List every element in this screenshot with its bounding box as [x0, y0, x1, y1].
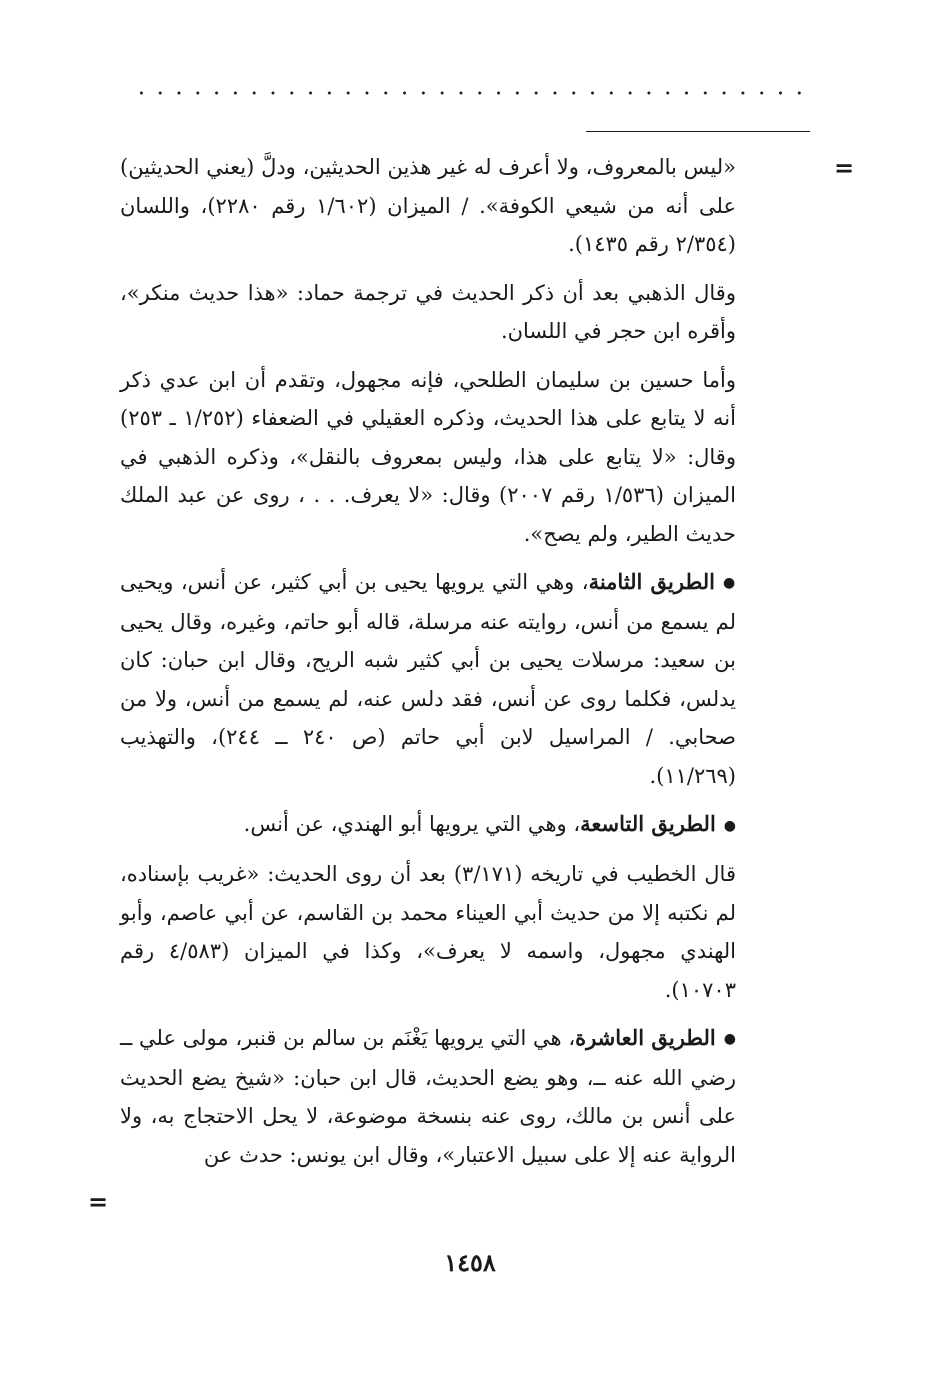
- paragraph-2: وقال الذهبي بعد أن ذكر الحديث في ترجمة حماد: «هذا حديث منكر»، وأقره ابن حجر في اللسان.: [120, 280, 736, 343]
- paragraph-4-heading: الطريق الثامنة: [588, 569, 715, 594]
- page-number: ١٤٥٨: [444, 1248, 496, 1277]
- footnote-text: [120, 148, 736, 1184]
- paragraph-7: [120, 1019, 736, 1174]
- paragraph-4-text: ، وهي التي يرويها يحيى بن أبي كثير، عن أنس، ويحيى لم يسمع من أنس، روايته عنه مرسلة، قاله أبو حاتم، وغيره، وقال يحيى بن سعيد: مرسلات يحيى بن أبي كثير شبه الريح، وقال ابن حبان: كان يدلس، فكلما روى عن أنس، فقد دلس عنه، لم يسمع من أنس، ولا من صحابي. / المراسيل لابن أبي حاتم (ص ٢٤٠ ــ ٢٤٤)، والتهذيب (١١/٢٦٩).: [120, 570, 737, 788]
- footnote-separator-rule: [586, 131, 810, 132]
- paragraph-7-heading: الطريق العاشرة: [575, 1025, 716, 1050]
- paragraph-5-text: ، وهي التي يرويها أبو الهندي، عن أنس.: [243, 812, 581, 837]
- continuation-mark-top: =: [834, 153, 855, 182]
- paragraph-4: [120, 563, 736, 795]
- bullet-icon: ●: [723, 817, 736, 834]
- paragraph-5: [120, 805, 736, 845]
- top-dotted-rule: [132, 90, 808, 96]
- bullet-icon: ●: [723, 1031, 736, 1048]
- bullet-icon: ●: [722, 575, 737, 592]
- paragraph-3: وأما حسين بن سليمان الطلحي، فإنه مجهول، وتقدم أن ابن عدي ذكر أنه لا يتابع على هذا الحديث، وذكره العقيلي في الضعفاء (١/٢٥٢ ـ ٢٥٣) وقال: «لا يتابع على هذا، وليس بمعروف بالنقل»، وذكره الذهبي في الميزان (١/٥٣٦ رقم ٢٠٠٧) وقال: «لا يعرف. . . ، روى عن عبد الملك حديث الطير، ولم يصح».: [120, 367, 736, 546]
- paragraph-5-heading: الطريق التاسعة: [580, 811, 716, 837]
- continuation-mark-bottom: =: [88, 1187, 109, 1216]
- paragraph-6: قال الخطيب في تاريخه (٣/١٧١) بعد أن روى الحديث: «غريب بإسناده، لم نكتبه إلا من حديث أبي العيناء محمد بن القاسم، عن أبي عاصم، وأبو الهندي مجهول، واسمه لا يعرف»، وكذا في الميزان (٤/٥٨٣ رقم ١٠٧٠٣).: [120, 862, 736, 1002]
- paragraph-7-text: ، هي التي يرويها يَغْنَم بن سالم بن قنبر، مولى علي ــ رضي الله عنه ــ، وهو يضع الحديث، قال ابن حبان: «شيخ يضع الحديث على أنس بن مالك، روى عنه بنسخة موضوعة، لا يحل الاحتجاج به، ولا الرواية عنه إلا على سبيل الاعتبار»، وقال ابن يونس: حدث عن: [120, 1026, 736, 1167]
- paragraph-1: «ليس بالمعروف، ولا أعرف له غير هذين الحديثين، ودلَّ (يعني الحديثين) على أنه من شيعي الكوفة». / الميزان (١/٦٠٢ رقم ٢٢٨٠)، واللسان (٢/٣٥٤ رقم ١٤٣٥).: [120, 155, 736, 256]
